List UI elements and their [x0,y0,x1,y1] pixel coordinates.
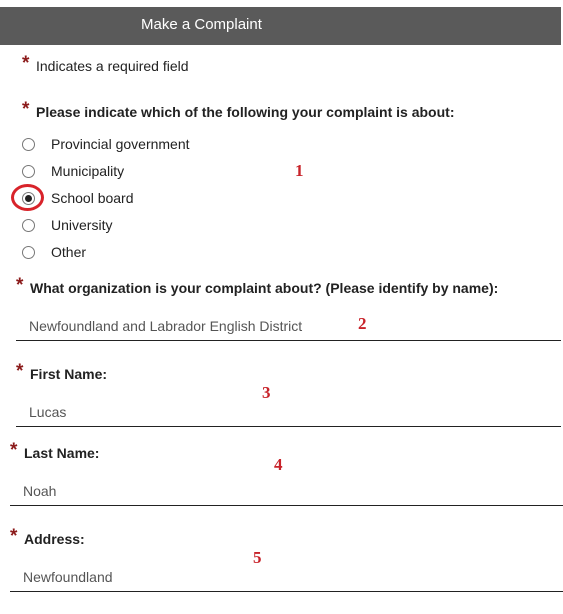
address-input[interactable] [10,563,563,592]
address-label: Address: [24,531,85,547]
required-star-icon: * [16,275,24,296]
required-star-icon: * [10,440,18,461]
radio-label: Provincial government [51,136,190,152]
radio-label: Municipality [51,163,125,179]
organization-input[interactable] [16,312,561,341]
last-name-input[interactable] [10,477,563,506]
radio-option-municipality[interactable] [22,164,262,184]
page-title: Make a Complaint [141,16,262,33]
required-star-icon: * [22,99,30,120]
complaint-type-question: Please indicate which of the following your complaint is about: [36,104,455,120]
required-star-icon: * [16,361,24,382]
radio-label: University [51,217,113,233]
radio-button[interactable] [22,246,35,259]
radio-button[interactable] [22,138,35,151]
radio-label: Other [51,244,87,260]
organization-label: What organization is your complaint about? (Please identify by name): [30,280,499,296]
required-note: Indicates a required field [36,58,189,74]
radio-option-school-board[interactable] [22,191,262,211]
required-star-icon: * [22,53,30,74]
annotation-number: 3 [262,383,271,402]
annotation-number: 2 [358,314,367,333]
radio-option-university[interactable] [22,218,262,238]
radio-button[interactable] [22,165,35,178]
annotation-number: 5 [253,548,262,567]
selection-highlight-icon [11,184,44,211]
required-star-icon: * [10,526,18,547]
radio-button[interactable] [22,219,35,232]
first-name-input[interactable] [16,398,561,427]
radio-label: School board [51,190,134,206]
first-name-label: First Name: [30,366,108,382]
annotation-number: 4 [274,455,283,474]
last-name-label: Last Name: [24,445,100,461]
radio-option-provincial-government[interactable] [22,137,262,157]
page-header [0,7,561,45]
radio-option-other[interactable] [22,245,262,265]
annotation-number: 1 [295,161,304,180]
